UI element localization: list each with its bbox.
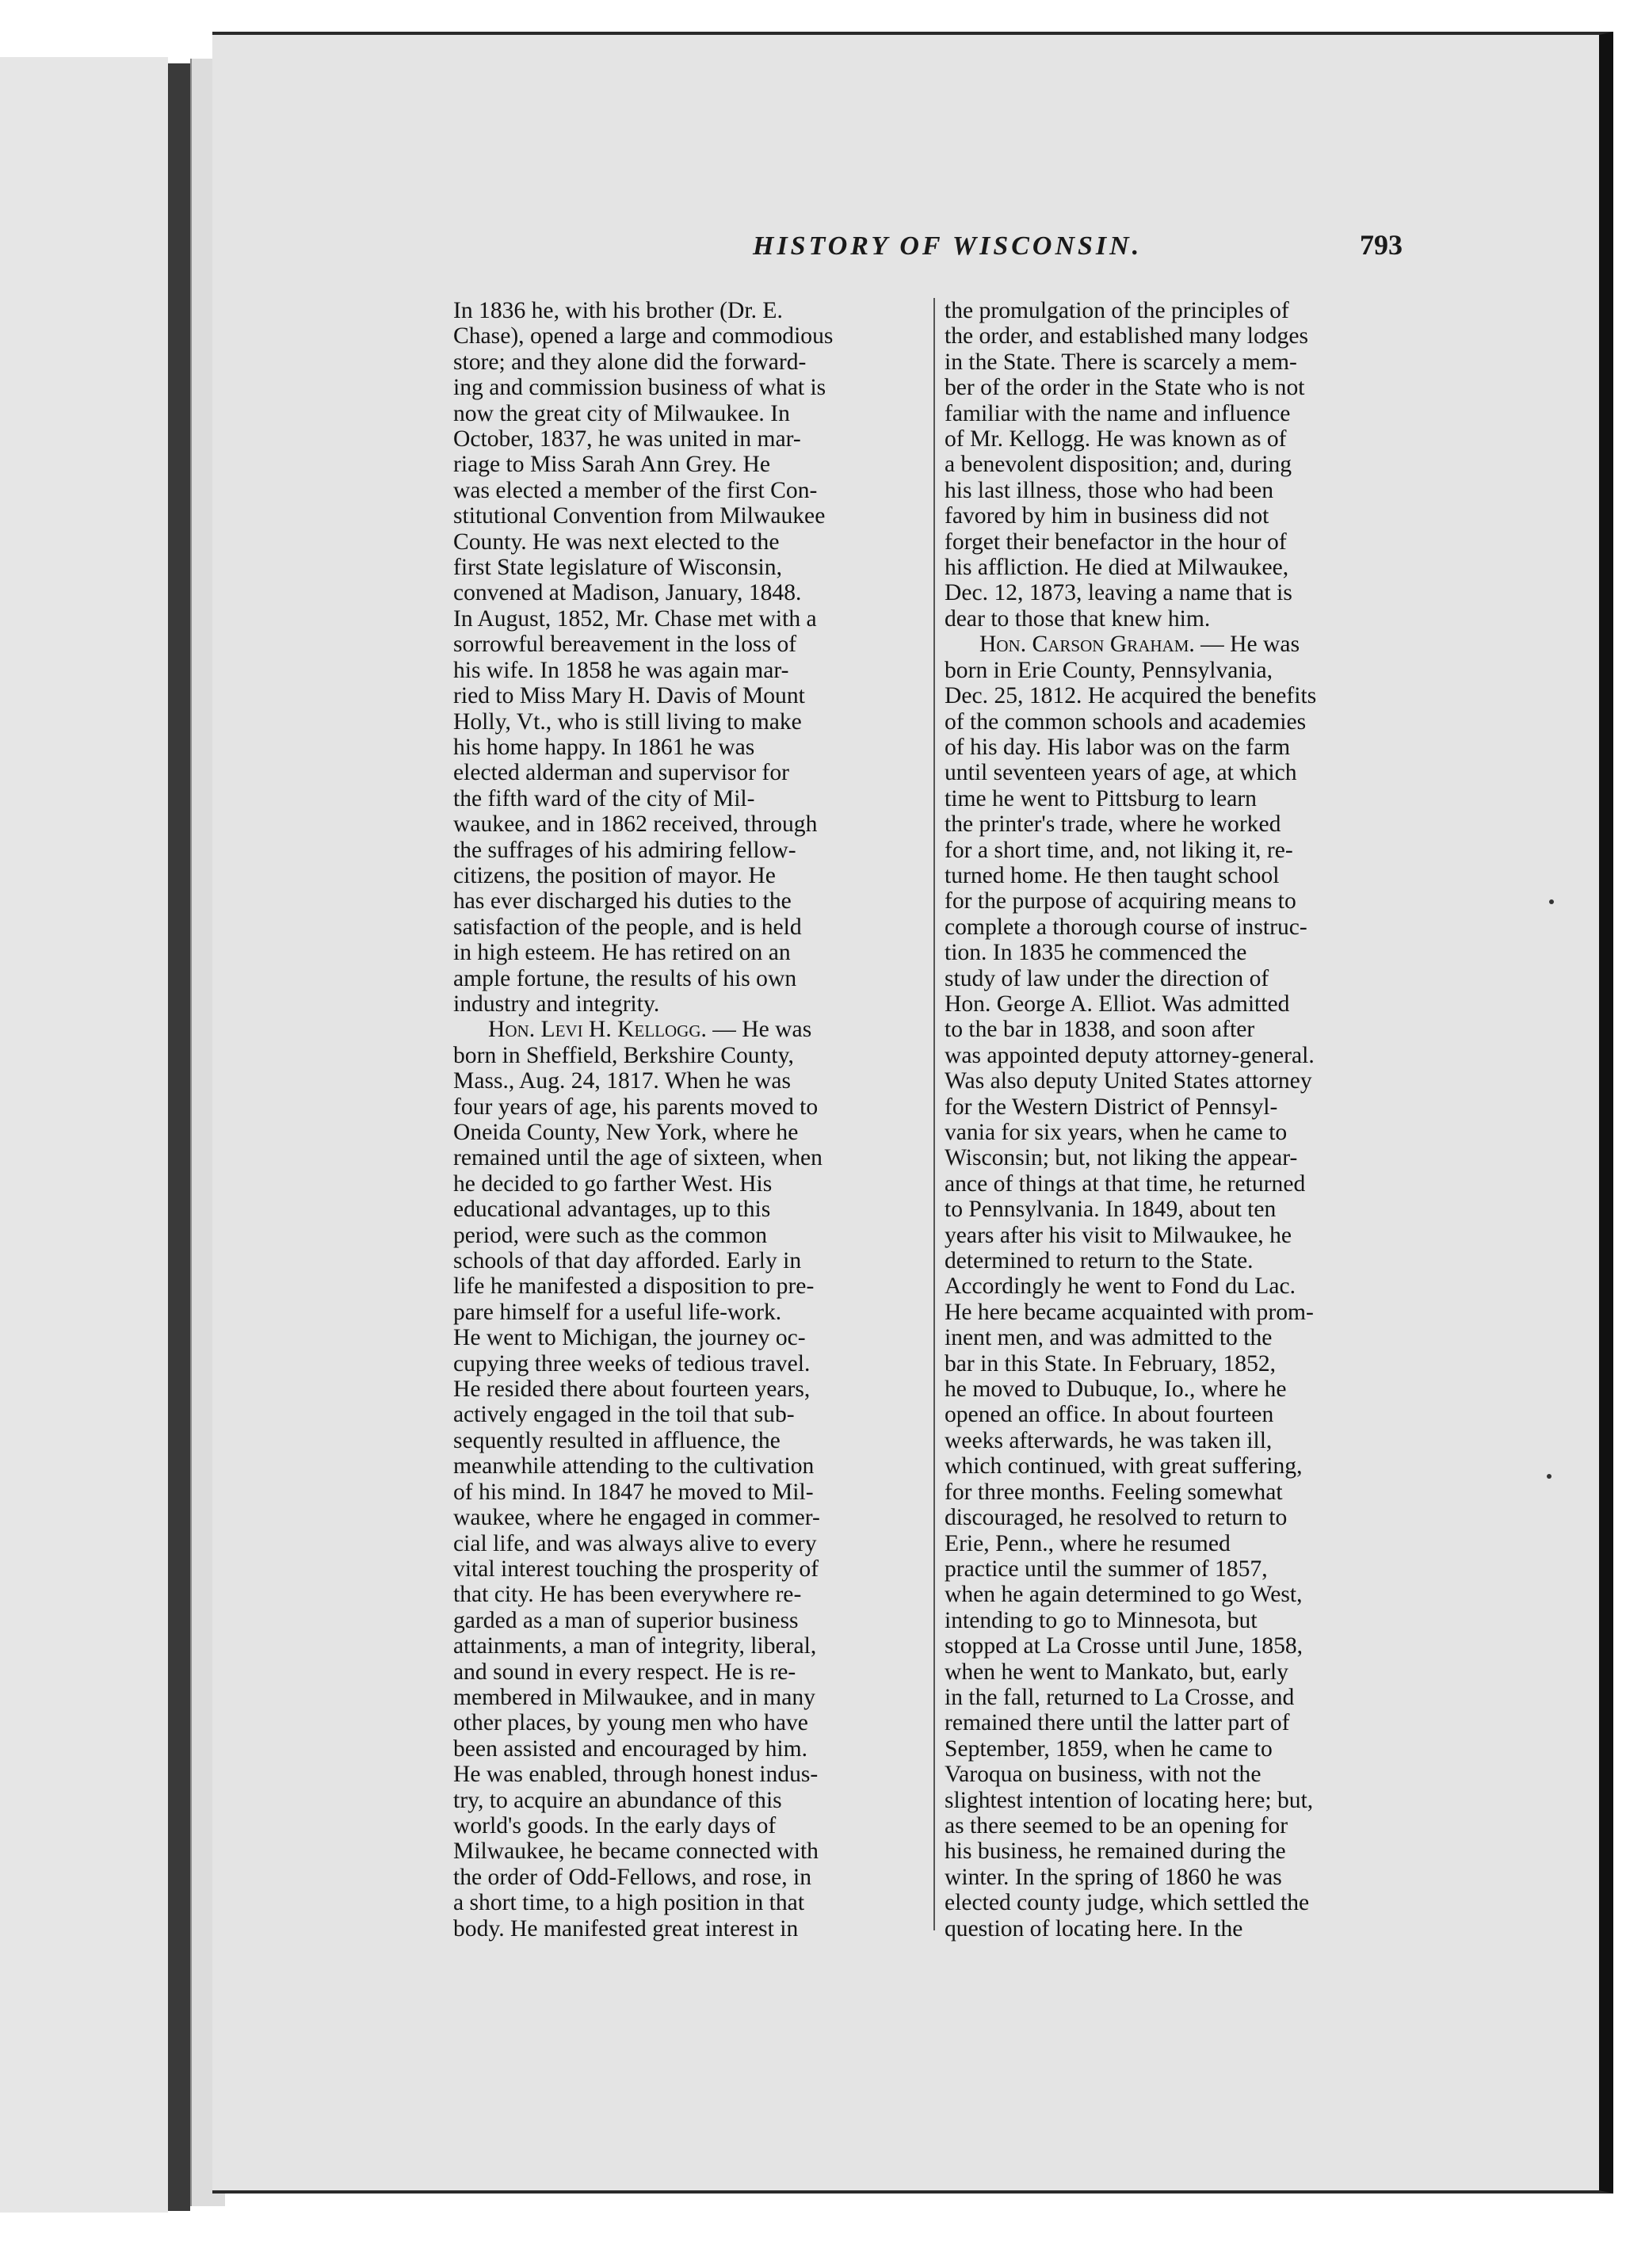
line-text: ried to Miss Mary H. Davis of Mount bbox=[453, 683, 805, 709]
text-line bbox=[453, 529, 941, 555]
text-line bbox=[945, 1300, 1432, 1325]
line-text: as there seemed to be an opening for bbox=[945, 1812, 1288, 1838]
line-text: forget their benefactor in the hour of bbox=[945, 529, 1287, 555]
text-line bbox=[945, 760, 1432, 785]
line-text: opened an office. In about fourteen bbox=[945, 1402, 1274, 1428]
line-text: of Mr. Kellogg. He was known as of bbox=[945, 426, 1287, 452]
text-line bbox=[453, 914, 941, 940]
text-line bbox=[945, 786, 1432, 811]
line-text: the printer's trade, where he worked bbox=[945, 811, 1281, 838]
text-line bbox=[453, 1453, 941, 1479]
line-text: and sound in every respect. He is re- bbox=[453, 1659, 796, 1685]
text-line bbox=[945, 966, 1432, 991]
page-header bbox=[729, 231, 1426, 279]
line-text: Dec. 25, 1812. He acquired the benefits bbox=[945, 683, 1317, 709]
text-line bbox=[945, 580, 1432, 605]
line-text: actively engaged in the toil that sub- bbox=[453, 1402, 795, 1428]
text-line bbox=[453, 1145, 941, 1170]
line-text: Dec. 12, 1873, leaving a name that is bbox=[945, 580, 1292, 606]
text-line bbox=[945, 1865, 1432, 1890]
line-text: ing and commission business of what is bbox=[453, 375, 826, 401]
text-line bbox=[453, 1068, 941, 1094]
text-line bbox=[453, 940, 941, 965]
line-text: winter. In the spring of 1860 he was bbox=[945, 1864, 1282, 1890]
text-line bbox=[945, 1916, 1432, 1942]
line-text: he decided to go farther West. His bbox=[453, 1170, 773, 1197]
line-text: meanwhile attending to the cultivation bbox=[453, 1453, 815, 1480]
line-text: period, were such as the common bbox=[453, 1222, 768, 1248]
line-text: when he went to Mankato, but, early bbox=[945, 1659, 1288, 1685]
text-line bbox=[945, 1608, 1432, 1633]
text-line bbox=[453, 1531, 941, 1556]
line-text: life he manifested a disposition to pre- bbox=[453, 1273, 815, 1300]
text-line bbox=[945, 1428, 1432, 1453]
line-text: the fifth ward of the city of Mil- bbox=[453, 785, 755, 811]
text-line bbox=[945, 555, 1432, 580]
line-text: been assisted and encouraged by him. bbox=[453, 1735, 808, 1762]
text-line bbox=[945, 1480, 1432, 1505]
text-line bbox=[945, 1838, 1432, 1864]
line-text: Holly, Vt., who is still living to make bbox=[453, 708, 802, 735]
text-line bbox=[945, 1813, 1432, 1838]
line-text: vital interest touching the prosperity of bbox=[453, 1556, 819, 1582]
line-text: his last illness, those who had been bbox=[945, 477, 1274, 503]
margin-speck bbox=[1547, 1474, 1551, 1479]
line-text: determined to return to the State. bbox=[945, 1248, 1254, 1274]
line-text: for a short time, and, not liking it, re- bbox=[945, 837, 1293, 863]
line-text: Mass., Aug. 24, 1817. When he was bbox=[453, 1068, 792, 1094]
text-line bbox=[945, 1094, 1432, 1120]
text-line bbox=[945, 529, 1432, 555]
line-text: Oneida County, New York, where he bbox=[453, 1120, 799, 1145]
text-line bbox=[453, 632, 941, 657]
line-text: practice until the summer of 1857, bbox=[945, 1556, 1268, 1582]
text-line bbox=[453, 401, 941, 426]
line-text: satisfaction of the people, and is held bbox=[453, 914, 802, 940]
line-text: the order of Odd-Fellows, and rose, in bbox=[453, 1864, 812, 1890]
line-text: body. He manifested great interest in bbox=[453, 1915, 799, 1942]
text-line bbox=[945, 838, 1432, 863]
line-text: a short time, to a high position in that bbox=[453, 1890, 805, 1916]
line-text: for three months. Feeling somewhat bbox=[945, 1479, 1283, 1505]
text-line bbox=[453, 888, 941, 914]
text-line bbox=[945, 1171, 1432, 1197]
text-line bbox=[945, 683, 1432, 708]
line-text: He resided there about fourteen years, bbox=[453, 1376, 811, 1403]
line-text: the order, and established many lodges bbox=[945, 323, 1309, 349]
text-line bbox=[945, 1145, 1432, 1170]
line-text: waukee, and in 1862 received, through bbox=[453, 811, 818, 838]
line-text: four years of age, his parents moved to bbox=[453, 1094, 819, 1120]
text-line bbox=[945, 1453, 1432, 1479]
line-text: Hon. George A. Elliot. Was admitted bbox=[945, 991, 1290, 1017]
text-line bbox=[945, 401, 1432, 426]
line-text: other places, by young men who have bbox=[453, 1710, 808, 1736]
line-text: question of locating here. In the bbox=[945, 1915, 1243, 1942]
text-line bbox=[453, 375, 941, 400]
text-line bbox=[453, 786, 941, 811]
line-text: of his mind. In 1847 he moved to Mil- bbox=[453, 1479, 814, 1505]
line-text: stitutional Convention from Milwaukee bbox=[453, 503, 826, 529]
line-text: he moved to Dubuque, Io., where he bbox=[945, 1376, 1287, 1403]
line-text: attainments, a man of integrity, liberal, bbox=[453, 1633, 817, 1659]
text-line bbox=[945, 1890, 1432, 1915]
text-line bbox=[453, 1273, 941, 1299]
line-text: was elected a member of the first Con- bbox=[453, 477, 818, 503]
text-line bbox=[945, 1223, 1432, 1248]
line-text: in high esteem. He has retired on an bbox=[453, 940, 791, 966]
text-line bbox=[453, 1480, 941, 1505]
line-text: of his day. His labor was on the farm bbox=[945, 734, 1291, 760]
text-line bbox=[453, 1710, 941, 1735]
text-line bbox=[453, 735, 941, 760]
text-line bbox=[453, 452, 941, 477]
text-line bbox=[453, 658, 941, 683]
line-text: riage to Miss Sarah Ann Grey. He bbox=[453, 452, 770, 478]
text-line bbox=[945, 606, 1432, 632]
text-line bbox=[945, 1582, 1432, 1607]
line-text: remained there until the latter part of bbox=[945, 1710, 1290, 1736]
line-text: to Pennsylvania. In 1849, about ten bbox=[945, 1197, 1277, 1223]
text-line bbox=[453, 1916, 941, 1942]
text-line bbox=[453, 1428, 941, 1453]
line-text: in the State. There is scarcely a mem- bbox=[945, 349, 1297, 375]
running-title: HISTORY OF WISCONSIN. bbox=[753, 231, 1143, 261]
line-text: inent men, and was admitted to the bbox=[945, 1325, 1273, 1351]
text-line bbox=[453, 298, 941, 323]
line-text: slightest intention of locating here; but, bbox=[945, 1787, 1314, 1813]
text-line bbox=[453, 323, 941, 349]
text-line bbox=[453, 580, 941, 605]
line-text: ance of things at that time, he returned bbox=[945, 1170, 1306, 1197]
line-text: September, 1859, when he came to bbox=[945, 1735, 1273, 1762]
text-line bbox=[453, 991, 941, 1017]
line-text: first State legislature of Wisconsin, bbox=[453, 555, 782, 581]
text-line bbox=[453, 1685, 941, 1710]
facing-page-edge bbox=[0, 57, 168, 2213]
text-line bbox=[945, 1376, 1432, 1402]
line-text: Erie, Penn., where he resumed bbox=[945, 1530, 1231, 1556]
text-line bbox=[453, 426, 941, 452]
line-text: familiar with the name and influence bbox=[945, 400, 1291, 426]
line-text: born in Sheffield, Berkshire County, bbox=[453, 1042, 794, 1068]
text-line bbox=[453, 349, 941, 375]
text-line bbox=[453, 683, 941, 708]
text-line bbox=[945, 1659, 1432, 1685]
line-text: Was also deputy United States attorney bbox=[945, 1068, 1312, 1094]
line-text: — He was bbox=[1194, 632, 1300, 658]
line-text: Milwaukee, he became connected with bbox=[453, 1838, 819, 1865]
text-line bbox=[453, 1094, 941, 1120]
text-line bbox=[945, 298, 1432, 323]
line-text: County. He was next elected to the bbox=[453, 529, 780, 555]
text-line bbox=[453, 1300, 941, 1325]
line-text: now the great city of Milwaukee. In bbox=[453, 400, 790, 426]
line-text: elected county judge, which settled the bbox=[945, 1890, 1310, 1916]
text-line bbox=[453, 760, 941, 785]
line-text: his affliction. He died at Milwaukee, bbox=[945, 555, 1289, 581]
text-line bbox=[453, 1556, 941, 1582]
text-line bbox=[453, 1248, 941, 1273]
text-line bbox=[453, 1017, 941, 1042]
line-text: elected alderman and supervisor for bbox=[453, 760, 789, 786]
line-text: sorrowful bereavement in the loss of bbox=[453, 632, 797, 658]
line-text: Wisconsin; but, not liking the appear- bbox=[945, 1145, 1298, 1171]
line-text: until seventeen years of age, at which bbox=[945, 760, 1297, 786]
text-line bbox=[945, 503, 1432, 529]
margin-speck bbox=[1549, 899, 1554, 904]
text-line bbox=[945, 940, 1432, 965]
text-line bbox=[453, 1788, 941, 1813]
line-text: industry and integrity. bbox=[453, 991, 660, 1017]
text-line bbox=[453, 1633, 941, 1659]
text-line bbox=[945, 1351, 1432, 1376]
line-text: study of law under the direction of bbox=[945, 965, 1269, 991]
text-line bbox=[945, 1325, 1432, 1350]
line-text: remained until the age of sixteen, when bbox=[453, 1145, 822, 1171]
line-text: the promulgation of the principles of bbox=[945, 298, 1289, 323]
text-line bbox=[945, 735, 1432, 760]
page-number: 793 bbox=[1360, 229, 1403, 261]
line-text: In 1836 he, with his brother (Dr. E. bbox=[453, 298, 783, 323]
line-text: In August, 1852, Mr. Chase met with a bbox=[453, 605, 817, 632]
text-line bbox=[453, 1376, 941, 1402]
line-text: a benevolent disposition; and, during bbox=[945, 452, 1292, 478]
line-text: turned home. He then taught school bbox=[945, 862, 1280, 888]
text-line bbox=[453, 1813, 941, 1838]
line-text: in the fall, returned to La Crosse, and bbox=[945, 1684, 1295, 1710]
book-spine-shadow bbox=[168, 63, 190, 2211]
text-line bbox=[453, 1197, 941, 1222]
text-line bbox=[945, 1068, 1432, 1094]
text-line bbox=[453, 966, 941, 991]
line-text: his wife. In 1858 he was again mar- bbox=[453, 657, 789, 683]
text-line bbox=[453, 1505, 941, 1530]
text-line bbox=[945, 1248, 1432, 1273]
column-divider bbox=[933, 298, 935, 1930]
text-line bbox=[945, 1556, 1432, 1582]
line-text: weeks afterwards, he was taken ill, bbox=[945, 1427, 1273, 1453]
text-line bbox=[945, 1633, 1432, 1659]
line-text: Chase), opened a large and commodious bbox=[453, 323, 834, 349]
text-line bbox=[453, 1659, 941, 1685]
text-column-left bbox=[453, 298, 941, 1942]
line-text: try, to acquire an abundance of this bbox=[453, 1787, 782, 1813]
line-text: when he again determined to go West, bbox=[945, 1582, 1303, 1608]
text-line bbox=[945, 1505, 1432, 1530]
text-line bbox=[453, 811, 941, 837]
text-line bbox=[453, 1865, 941, 1890]
text-line bbox=[453, 1043, 941, 1068]
text-line bbox=[453, 1325, 941, 1350]
text-line bbox=[945, 1762, 1432, 1787]
line-text: He went to Michigan, the journey oc- bbox=[453, 1325, 806, 1351]
line-text: years after his visit to Milwaukee, he bbox=[945, 1222, 1292, 1248]
text-line bbox=[945, 478, 1432, 503]
line-text: citizens, the position of mayor. He bbox=[453, 862, 776, 888]
line-text: that city. He has been everywhere re- bbox=[453, 1582, 802, 1608]
line-text: membered in Milwaukee, and in many bbox=[453, 1684, 815, 1710]
line-text: — He was bbox=[706, 1017, 812, 1043]
text-line bbox=[945, 863, 1432, 888]
line-text: Varoqua on business, with not the bbox=[945, 1762, 1261, 1788]
text-line bbox=[945, 375, 1432, 400]
line-text: time he went to Pittsburg to learn bbox=[945, 785, 1257, 811]
line-text: world's goods. In the early days of bbox=[453, 1812, 777, 1838]
text-line bbox=[945, 1197, 1432, 1222]
text-line bbox=[453, 1120, 941, 1145]
line-text: to the bar in 1838, and soon after bbox=[945, 1017, 1255, 1043]
line-text: discouraged, he resolved to return to bbox=[945, 1505, 1288, 1531]
text-line bbox=[453, 606, 941, 632]
text-line bbox=[453, 503, 941, 529]
text-line bbox=[945, 914, 1432, 940]
line-text: October, 1837, he was united in mar- bbox=[453, 426, 801, 452]
line-text: has ever discharged his duties to the bbox=[453, 888, 792, 914]
line-text: dear to those that knew him. bbox=[945, 605, 1211, 632]
text-line bbox=[453, 1838, 941, 1864]
text-line bbox=[945, 452, 1432, 477]
line-text: intending to go to Minnesota, but bbox=[945, 1607, 1258, 1633]
text-line bbox=[453, 1762, 941, 1787]
line-text: convened at Madison, January, 1848. bbox=[453, 580, 802, 606]
line-text: favored by him in business did not bbox=[945, 503, 1269, 529]
text-line bbox=[945, 632, 1432, 657]
line-text: his home happy. In 1861 he was bbox=[453, 734, 755, 760]
line-text: educational advantages, up to this bbox=[453, 1197, 771, 1223]
line-text: pare himself for a useful life-work. bbox=[453, 1299, 782, 1325]
line-text: for the Western District of Pennsyl- bbox=[945, 1094, 1278, 1120]
text-line bbox=[945, 1788, 1432, 1813]
line-text: He was enabled, through honest indus- bbox=[453, 1762, 819, 1788]
line-text: cupying three weeks of tedious travel. bbox=[453, 1350, 811, 1376]
text-column-right bbox=[945, 298, 1432, 1942]
text-line bbox=[945, 426, 1432, 452]
text-line bbox=[945, 991, 1432, 1017]
text-line bbox=[453, 838, 941, 863]
line-text: the suffrages of his admiring fellow- bbox=[453, 837, 796, 863]
line-text: store; and they alone did the forward- bbox=[453, 349, 807, 375]
line-text: complete a thorough course of instruc- bbox=[945, 914, 1307, 940]
text-line bbox=[453, 1402, 941, 1427]
text-line bbox=[945, 1531, 1432, 1556]
text-line bbox=[945, 811, 1432, 837]
text-line bbox=[453, 1890, 941, 1915]
text-line bbox=[453, 1351, 941, 1376]
text-line bbox=[453, 863, 941, 888]
text-line bbox=[945, 1273, 1432, 1299]
text-line bbox=[453, 1223, 941, 1248]
text-line bbox=[945, 1685, 1432, 1710]
text-line bbox=[945, 1043, 1432, 1068]
line-text: bar in this State. In February, 1852, bbox=[945, 1350, 1277, 1376]
text-line bbox=[945, 1120, 1432, 1145]
line-text: waukee, where he engaged in commer- bbox=[453, 1505, 820, 1531]
text-line bbox=[945, 1710, 1432, 1735]
line-text: stopped at La Crosse until June, 1858, bbox=[945, 1633, 1303, 1659]
text-line bbox=[453, 555, 941, 580]
text-line bbox=[945, 323, 1432, 349]
line-text: sequently resulted in affluence, the bbox=[453, 1427, 781, 1453]
text-line bbox=[945, 658, 1432, 683]
line-text: Accordingly he went to Fond du Lac. bbox=[945, 1273, 1296, 1300]
line-text: was appointed deputy attorney-general. bbox=[945, 1042, 1315, 1068]
text-line bbox=[945, 1736, 1432, 1762]
biography-name-heading: Hon. Levi H. Kellogg. bbox=[488, 1017, 707, 1043]
line-text: for the purpose of acquiring means to bbox=[945, 888, 1296, 914]
line-text: of the common schools and academies bbox=[945, 708, 1307, 735]
biography-name-heading: Hon. Carson Graham. bbox=[979, 632, 1195, 658]
line-text: vania for six years, when he came to bbox=[945, 1120, 1288, 1145]
text-line bbox=[453, 1582, 941, 1607]
line-text: tion. In 1835 he commenced the bbox=[945, 940, 1247, 966]
line-text: He here became acquainted with prom- bbox=[945, 1299, 1314, 1325]
text-line bbox=[945, 1402, 1432, 1427]
text-line bbox=[945, 349, 1432, 375]
line-text: garded as a man of superior business bbox=[453, 1607, 799, 1633]
text-line bbox=[453, 1736, 941, 1762]
text-line bbox=[945, 888, 1432, 914]
line-text: schools of that day afforded. Early in bbox=[453, 1248, 802, 1274]
text-line bbox=[453, 478, 941, 503]
line-text: ample fortune, the results of his own bbox=[453, 965, 797, 991]
text-line bbox=[945, 709, 1432, 735]
line-text: born in Erie County, Pennsylvania, bbox=[945, 657, 1273, 683]
text-line bbox=[453, 1608, 941, 1633]
text-line bbox=[945, 1017, 1432, 1042]
line-text: his business, he remained during the bbox=[945, 1838, 1286, 1865]
line-text: cial life, and was always alive to every bbox=[453, 1530, 817, 1556]
line-text: ber of the order in the State who is not bbox=[945, 375, 1305, 401]
text-line bbox=[453, 1171, 941, 1197]
line-text: which continued, with great suffering, bbox=[945, 1453, 1303, 1480]
text-line bbox=[453, 709, 941, 735]
